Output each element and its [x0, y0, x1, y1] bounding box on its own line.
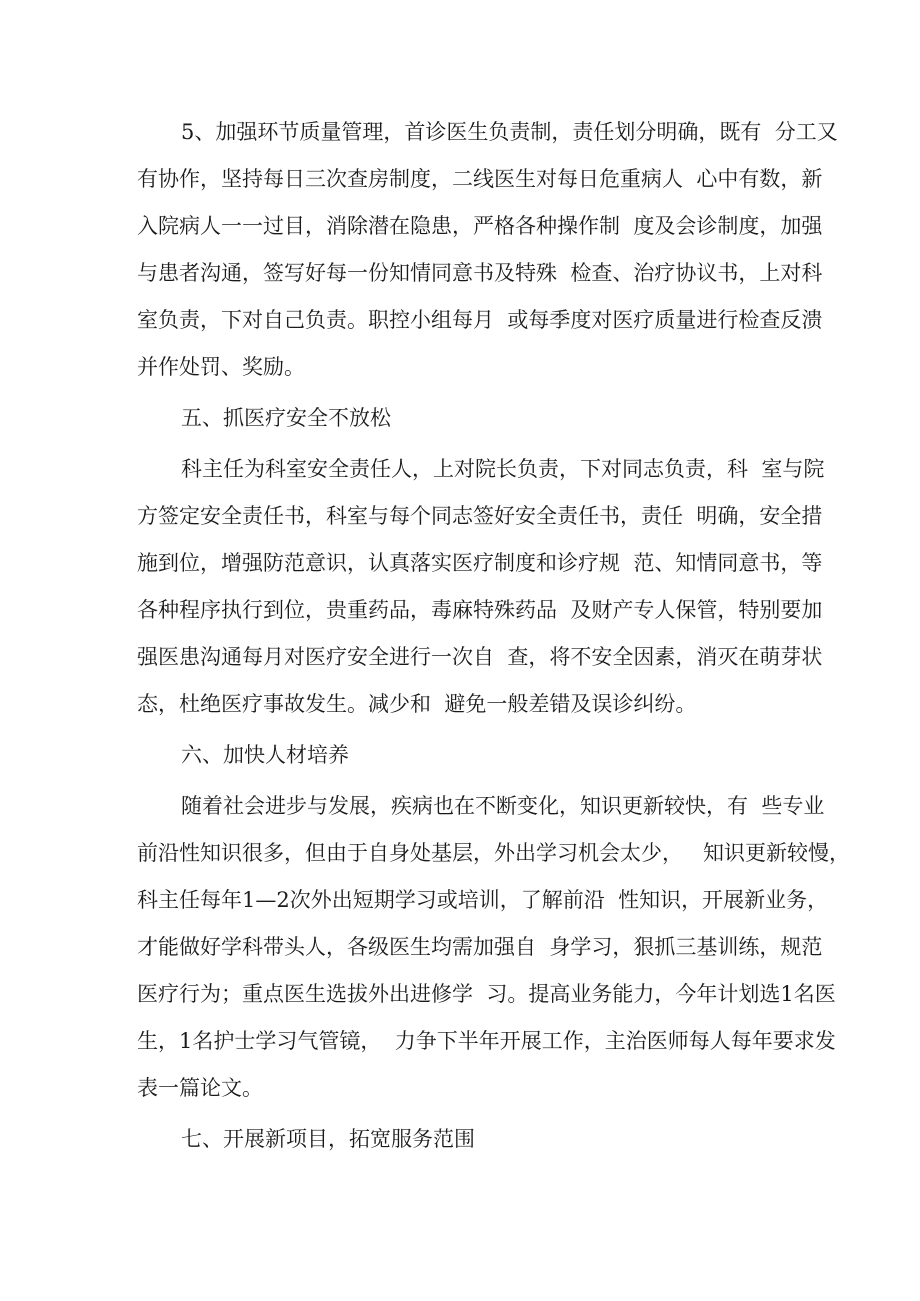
- paragraph-line: 方签定安全责任书，科室与每个同志签好安全责任书，责任 明确，安全措: [137, 504, 823, 528]
- paragraph-line: 医疗行为；重点医生选拔外出进修学 习。提高业务能力，今年计划选1名医: [137, 982, 836, 1006]
- paragraph-line: 前沿性知识很多，但由于自身处基层，外出学习机会太少， 知识更新较慢，: [137, 841, 851, 865]
- section-heading: 六、加快人材培养: [181, 743, 349, 767]
- paragraph-line: 5、加强环节质量管理，首诊医生负责制，责任划分明确，既有 分工又: [181, 120, 838, 144]
- paragraph-line: 生，1名护士学习气管镜， 力争下半年开展工作，主治医师每人每年要求发: [137, 1029, 836, 1053]
- paragraph-line: 施到位，增强防范意识，认真落实医疗制度和诊疗规 范、知情同意书，等: [137, 551, 823, 575]
- paragraph-line: 科主任为科室安全责任人，上对院长负责，下对同志负责，科 室与院: [181, 457, 825, 481]
- paragraph-line: 表一篇论文。: [137, 1076, 263, 1100]
- section-heading: 五、抓医疗安全不放松: [181, 406, 391, 430]
- paragraph-line: 室负责，下对自己负责。职控小组每月 或每季度对医疗质量进行检查反溃: [137, 308, 823, 332]
- paragraph-line: 强医患沟通每月对医疗安全进行一次自 查，将不安全因素，消灭在萌芽状: [137, 645, 823, 669]
- paragraph-line: 科主任每年1—2次外出短期学习或培训，了解前沿 性知识，开展新业务，: [137, 888, 829, 912]
- paragraph-line: 有协作，坚持每日三次查房制度，二线医生对每日危重病人 心中有数，新: [137, 167, 823, 191]
- paragraph-line: 态，杜绝医疗事故发生。减少和 避免一般差错及误诊纠纷。: [137, 692, 697, 716]
- section-heading: 七、开展新项目，拓宽服务范围: [181, 1127, 475, 1151]
- paragraph-line: 才能做好学科带头人，各级医生均需加强自 身学习，狠抓三基训练，规范: [137, 935, 823, 959]
- paragraph-line: 与患者沟通，签写好每一份知情同意书及特殊 检查、治疗协议书，上对科: [137, 261, 823, 285]
- paragraph-line: 各种程序执行到位，贵重药品，毒麻特殊药品 及财产专人保管，特别要加: [137, 598, 823, 622]
- paragraph-line: 并作处罚、奖励。: [137, 355, 305, 379]
- paragraph-line: 入院病人一一过目，消除潜在隐患，严格各种操作制 度及会诊制度，加强: [137, 214, 823, 238]
- paragraph-line: 随着社会进步与发展，疾病也在不断变化，知识更新较快，有 些专业: [181, 794, 825, 818]
